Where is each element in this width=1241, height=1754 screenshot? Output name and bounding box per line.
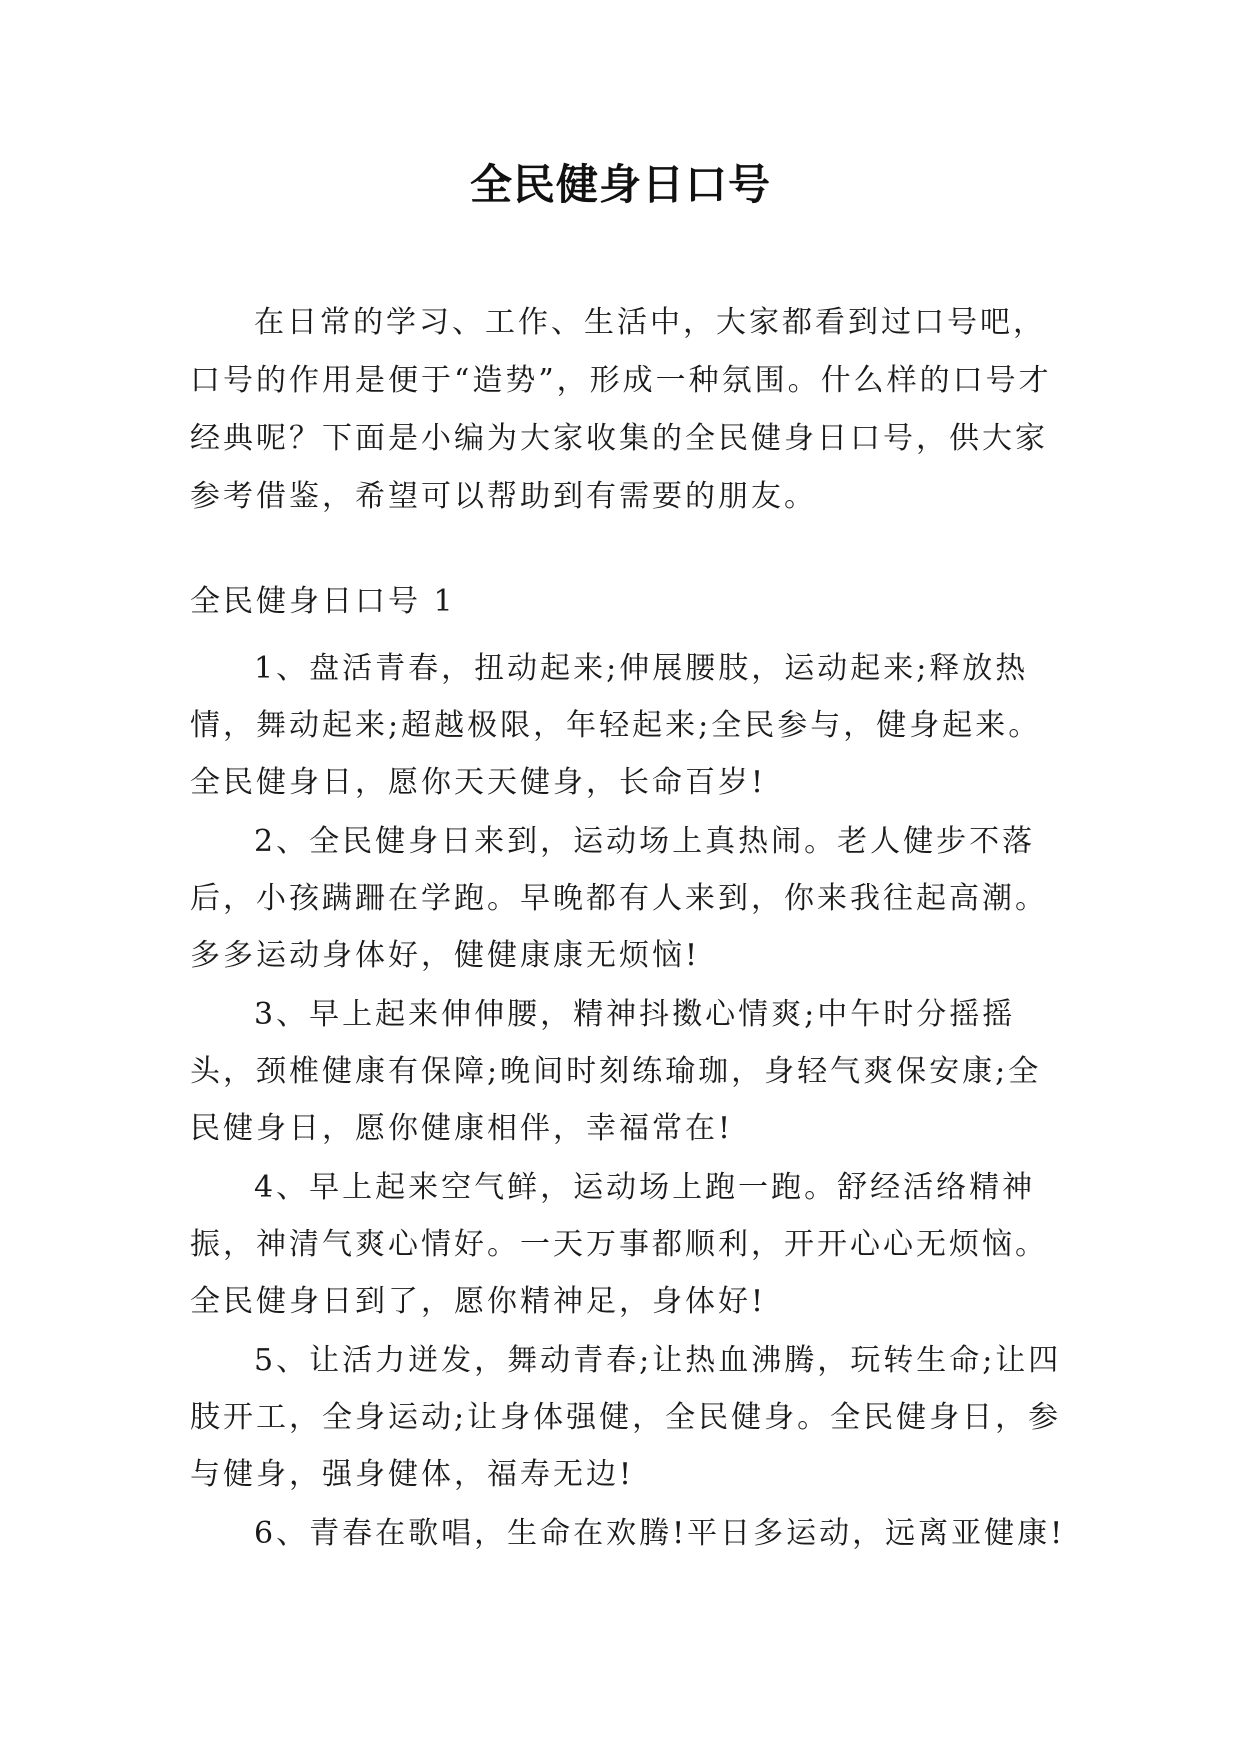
intro-paragraph: 在日常的学习、工作、生活中，大家都看到过口号吧，口号的作用是便于“造势”，形成一种氛围。什么样的口号才经典呢？下面是小编为大家收集的全民健身日口号，供大家参考借鉴，希望可以帮助到有需要的朋友。 [190,305,1052,514]
slogan-item: 5、让活力迸发，舞动青春;让热血沸腾，玩转生命;让四肢开工，全身运动;让身体强健，全民健身。全民健身日，参与健身，强身健体，福寿无边! [190,1343,1062,1492]
section-heading: 全民健身日口号 1 [190,584,456,619]
slogan-item: 1、盘活青春，扭动起来;伸展腰肢，运动起来;释放热情，舞动起来;超越极限，年轻起来;全民参与，健身起来。全民健身日，愿你天天健身，长命百岁! [190,651,1042,800]
slogan-item: 3、早上起来伸伸腰，精神抖擞心情爽;中午时分摇摇头，颈椎健康有保障;晚间时刻练瑜珈，身轻气爽保安康;全民健身日，愿你健康相伴，幸福常在! [190,997,1042,1146]
document-title: 全民健身日口号 [469,160,771,209]
slogan-item: 2、全民健身日来到，运动场上真热闹。老人健步不落后，小孩蹒跚在学跑。早晚都有人来到，你来我往起高潮。多多运动身体好，健健康康无烦恼! [190,824,1048,973]
slogan-item: 6、青春在歌唱，生命在欢腾!平日多运动，远离亚健康! [254,1516,1066,1551]
slogan-item: 4、早上起来空气鲜，运动场上跑一跑。舒经活络精神振，神清气爽心情好。一天万事都顺利，开开心心无烦恼。全民健身日到了，愿你精神足，身体好! [190,1170,1048,1319]
slogan-list [190,640,1070,1564]
